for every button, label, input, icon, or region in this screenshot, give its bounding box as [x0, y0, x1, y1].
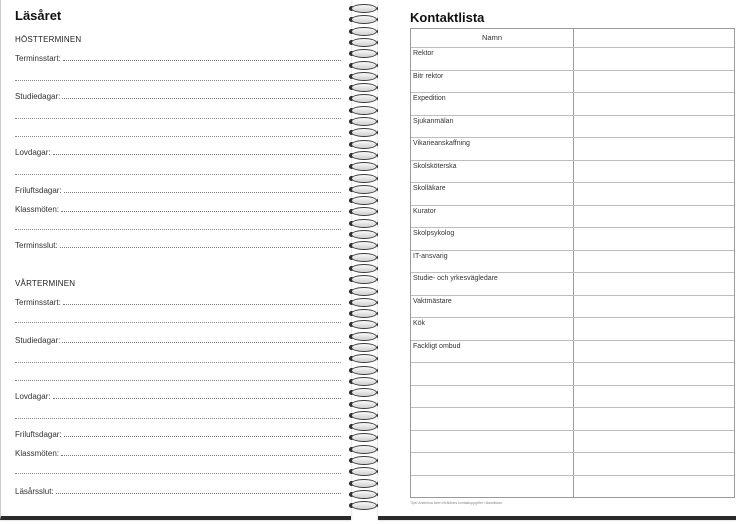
- spiral-coil: [351, 467, 377, 476]
- contact-role-label: Fackligt ombud: [413, 342, 461, 350]
- spiral-coil: [351, 501, 377, 510]
- spiral-coil: [351, 49, 377, 58]
- table-row[interactable]: [411, 452, 734, 475]
- table-row[interactable]: [411, 160, 734, 183]
- contact-role-label: IT-ansvarig: [413, 252, 448, 260]
- spiral-coil: [351, 162, 377, 171]
- spiral-coil: [351, 309, 377, 318]
- table-row[interactable]: [411, 430, 734, 453]
- spiral-coil: [351, 151, 377, 160]
- autumn-class-meetings-field[interactable]: [15, 205, 341, 214]
- spiral-coil: [351, 456, 377, 465]
- spiral-coil: [351, 400, 377, 409]
- spiral-coil: [351, 298, 377, 307]
- field-label: Terminsstart:: [15, 54, 61, 63]
- spiral-coil: [351, 411, 377, 420]
- field-label: Friluftsdagar:: [15, 430, 62, 439]
- spiral-coil: [351, 230, 377, 239]
- table-row[interactable]: [411, 47, 734, 70]
- spiral-coil: [351, 354, 377, 363]
- autumn-term-end-field[interactable]: [15, 241, 341, 250]
- spiral-binding: [346, 0, 382, 520]
- spiral-coil: [351, 377, 377, 386]
- writing-line[interactable]: [15, 362, 341, 363]
- table-row[interactable]: [411, 272, 734, 295]
- table-row[interactable]: [411, 115, 734, 138]
- contact-role-label: Sjukanmälan: [413, 117, 454, 125]
- spring-term-start-field[interactable]: [15, 298, 341, 307]
- table-header-name: Namn: [481, 33, 502, 42]
- contact-table: [410, 28, 735, 498]
- field-label: Lovdagar:: [15, 392, 51, 401]
- spiral-coil: [351, 287, 377, 296]
- spiral-coil: [351, 433, 377, 442]
- autumn-study-days-field[interactable]: [15, 92, 341, 101]
- spiral-coil: [351, 174, 377, 183]
- spiral-coil: [351, 38, 377, 47]
- writing-line[interactable]: [15, 118, 341, 119]
- spiral-coil: [351, 61, 377, 70]
- writing-line[interactable]: [15, 174, 341, 175]
- spiral-coil: [351, 275, 377, 284]
- spiral-coil: [351, 332, 377, 341]
- right-page: [378, 0, 736, 520]
- spring-term-heading: VÅRTERMINEN: [15, 279, 76, 288]
- spiral-coil: [351, 117, 377, 126]
- autumn-term-heading: HÖSTTERMINEN: [15, 35, 82, 44]
- contact-role-label: Bitr rektor: [413, 72, 444, 80]
- table-row[interactable]: [411, 385, 734, 408]
- spiral-coil: [351, 422, 377, 431]
- spiral-coil: [351, 94, 377, 103]
- spiral-coil: [351, 72, 377, 81]
- autumn-holidays-field[interactable]: [15, 148, 341, 157]
- spiral-coil: [351, 445, 377, 454]
- table-row[interactable]: [411, 70, 734, 93]
- table-row[interactable]: [411, 295, 734, 318]
- table-row[interactable]: [411, 182, 734, 205]
- spiral-coil: [351, 15, 377, 24]
- spring-year-end-field[interactable]: [15, 487, 341, 496]
- page-title-school-year: Läsåret: [15, 8, 62, 23]
- spiral-coil: [351, 253, 377, 262]
- spiral-coil: [351, 264, 377, 273]
- table-row[interactable]: [411, 137, 734, 160]
- spiral-coil: [351, 185, 377, 194]
- writing-line[interactable]: [15, 473, 341, 474]
- spiral-coil: [351, 207, 377, 216]
- writing-line[interactable]: [15, 418, 341, 419]
- spring-study-days-field[interactable]: [15, 336, 341, 345]
- autumn-outdoor-days-field[interactable]: [15, 186, 341, 195]
- writing-line[interactable]: [15, 322, 341, 323]
- field-label: Studiedagar:: [15, 92, 61, 101]
- writing-line[interactable]: [15, 136, 341, 137]
- table-row[interactable]: [411, 227, 734, 250]
- field-label: Studiedagar:: [15, 336, 61, 345]
- contact-role-label: Skolläkare: [413, 185, 446, 192]
- table-row[interactable]: [411, 92, 734, 115]
- autumn-term-start-field[interactable]: [15, 54, 341, 63]
- spiral-coil: [351, 27, 377, 36]
- table-row[interactable]: [411, 362, 734, 385]
- field-label: Terminsslut:: [15, 241, 58, 250]
- contact-role-label: Kök: [413, 320, 426, 327]
- writing-line[interactable]: [15, 229, 341, 230]
- spiral-coil: [351, 241, 377, 250]
- spring-holidays-field[interactable]: [15, 392, 341, 401]
- contact-role-label: Vikarieanskaffning: [413, 140, 470, 147]
- spiral-coil: [351, 320, 377, 329]
- table-row[interactable]: [411, 407, 734, 430]
- table-row[interactable]: [411, 475, 734, 498]
- contact-role-label: Kurator: [413, 207, 436, 215]
- table-row[interactable]: [411, 340, 734, 363]
- spiral-coil: [351, 83, 377, 92]
- field-label: Lovdagar:: [15, 148, 51, 157]
- spring-outdoor-days-field[interactable]: [15, 430, 341, 439]
- spiral-coil: [351, 479, 377, 488]
- contact-role-label: Skolsköterska: [413, 162, 457, 170]
- field-label: Läsårsslut:: [15, 487, 54, 496]
- left-page: [0, 0, 351, 520]
- writing-line[interactable]: [15, 380, 341, 381]
- spiral-coil: [351, 366, 377, 375]
- spiral-coil: [351, 388, 377, 397]
- table-row[interactable]: [411, 205, 734, 228]
- spring-class-meetings-field[interactable]: [15, 449, 341, 458]
- table-row[interactable]: [411, 250, 734, 273]
- field-label: Terminsstart:: [15, 298, 61, 307]
- spiral-coil: [351, 128, 377, 137]
- field-label: Klassmöten:: [15, 205, 60, 214]
- spiral-coil: [351, 4, 377, 13]
- contact-role-label: Rektor: [413, 50, 434, 57]
- footnote: Tips! Anteckna även föräldrars kontaktuppgifter i klasslistan.: [410, 501, 503, 505]
- contact-role-label: Expedition: [413, 95, 446, 102]
- spiral-coil: [351, 140, 377, 149]
- page-title-contact-list: Kontaktlista: [410, 10, 485, 25]
- spiral-coil: [351, 343, 377, 352]
- spiral-coil: [351, 106, 377, 115]
- spiral-coil: [351, 219, 377, 228]
- field-label: Friluftsdagar:: [15, 186, 62, 195]
- contact-role-label: Vaktmästare: [413, 297, 452, 305]
- contact-role-label: Studie- och yrkesvägledare: [413, 275, 498, 282]
- spiral-coil: [351, 196, 377, 205]
- spiral-coil: [351, 490, 377, 499]
- field-label: Klassmöten:: [15, 449, 60, 458]
- table-row[interactable]: [411, 317, 734, 340]
- writing-line[interactable]: [15, 80, 341, 81]
- contact-role-label: Skolpsykolog: [413, 230, 455, 237]
